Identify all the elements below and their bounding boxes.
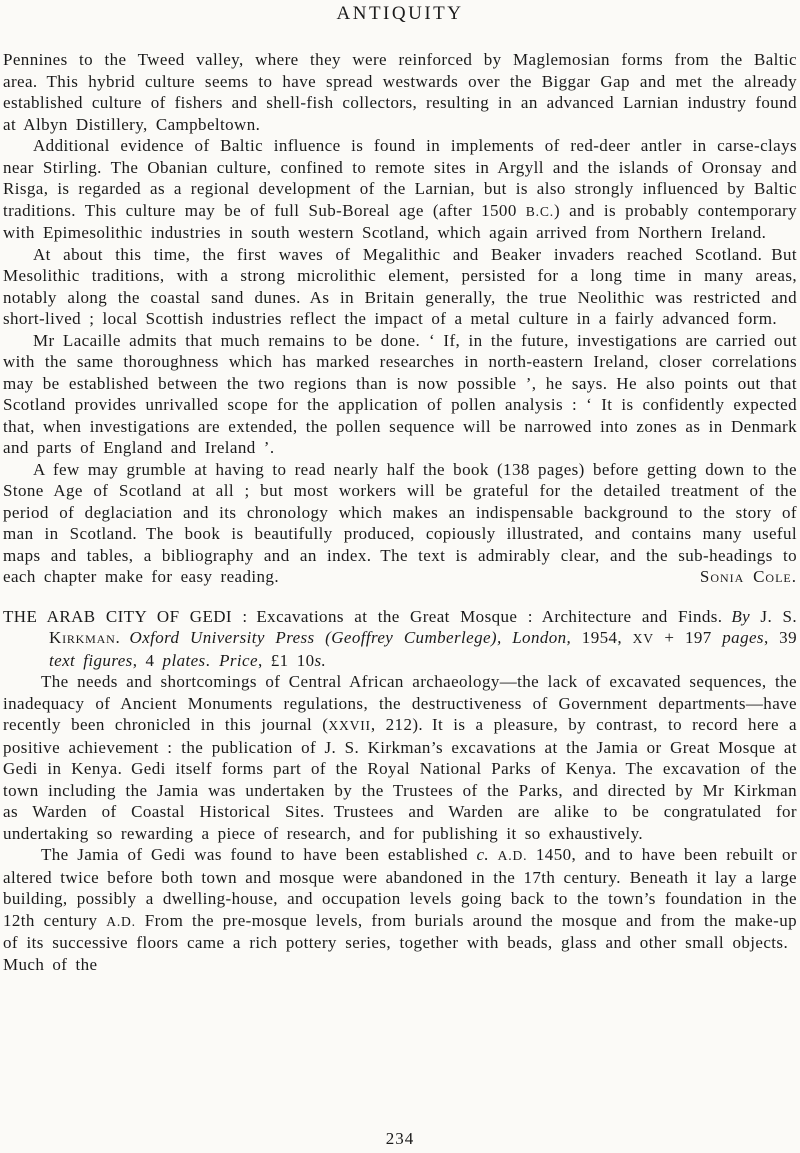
text-run: XXVII <box>328 718 371 733</box>
paragraph-2 <box>3 135 797 244</box>
paragraph-5 <box>3 459 797 588</box>
text-run: text figures <box>49 650 133 670</box>
text-run: plates <box>162 650 206 670</box>
text-run: Oxford University Press (Geoffrey Cumberlege), London, <box>129 628 572 647</box>
paragraph-1 <box>3 671 797 844</box>
page-number: 234 <box>385 1129 415 1148</box>
text-run: 1450, and to have been rebuilt or altered twice before both town and mosque were abandoned in the 17th century. Beneath it lay a large building, possibly a dwelling-house, and occupation levels going back to the town’s foundation in the 12th century <box>3 845 797 930</box>
text-run: Mr Lacaille admits that much remains to be done. ‘ If, in the future, investigations are carried out with the same thoroughness which has marked researches in north-eastern Ireland, closer correlations may be established between the two regions than is now possible ’, he says. He also points out that Scotland provides unrivalled scope for the application of pollen analysis : ‘ It is confidently expected that, when investigations are extended, the pollen sequence will be narrowed into zones as in Denmark and parts of England and Ireland ’. <box>3 330 797 457</box>
text-run: , 212). It is a pleasure, by contrast, to record here a positive achievement : the publication of J. S. Kirkman’s excavations at the Jamia or Great Mosque at Gedi in Kenya. Gedi itself forms part of the Royal National Parks of Kenya. The excavation of the town including the Jamia was undertaken by the Trustees of the Parks, and directed by Mr Kirkman as Warden of Coastal Historical Sites. Trustees and Warden are alike to be congratulated for undertaking so rewarding a piece of research, and for publishing it so exhaustively. <box>3 715 797 843</box>
text-run: Kirkman. <box>49 628 121 647</box>
text-run: , £1 10 <box>257 650 315 670</box>
text-run: At about this time, the first waves of Megalithic and Beaker invaders reached Scotland. But Mesolithic traditions, with a strong microlithic element, persisted for a long time in many areas, notably along the coastal sand dunes. As in Britain generally, the true Neolithic was restricted and short-lived ; local Scottish industries reflect the impact of a metal culture in a fairly advanced form. <box>3 244 797 328</box>
text-run: B.C. <box>525 203 554 219</box>
text-run <box>489 845 498 864</box>
text-run: . <box>205 650 220 670</box>
paragraph-3 <box>3 244 797 330</box>
text-run: ) and is probably contemporary with Epimesolithic industries in south western Scotland, which again arrived from Northern Ireland. <box>3 200 797 242</box>
page-content <box>3 49 797 975</box>
text-run: 1954, <box>571 628 633 647</box>
text-run: c. <box>476 845 490 864</box>
text-run: The needs and shortcomings of Central African archaeology—the lack of excavated sequences, the inadequacy of Ancient Monuments regulations, the destructiveness of Government departments—have recently been chronicled in this journal ( <box>3 672 797 734</box>
text-run: A few may grumble at having to read nearly half the book (138 pages) before getting down to the Stone Age of Scotland at all ; but most workers will be grateful for the detailed treatment of the period of deglaciation and its chronology which makes an indispensable background to the story of man in Scotland. The book is beautifully produced, copiously illustrated, and contains many useful maps and tables, a bibliography and an index. The text is admirably clear, and the sub-headings to each chapter make for easy reading. <box>3 459 797 586</box>
book-reference-heading <box>3 606 797 672</box>
text-run: By <box>731 606 751 626</box>
review-gedi <box>3 606 797 976</box>
text-run: + 197 <box>653 628 723 647</box>
paragraph-1 <box>3 49 797 135</box>
text-run: Pennines to the Tweed valley, where they were reinforced by Maglemosian forms from the Baltic area. This hybrid culture seems to have spread westwards over the Biggar Gap and met the already established culture of fishers and shell-fish collectors, resulting in an advanced Larnian industry found at Albyn Distillery, Campbeltown. <box>3 50 797 134</box>
text-run: Price <box>219 650 258 670</box>
text-run: Additional evidence of Baltic influence is found in implements of red-deer antler in carse-clays near Stirling. The Obanian culture, confined to remote sites in Argyll and the islands of Oronsay and Risga, is regarded as a regional development of the Larnian, but is also strongly influenced by Baltic traditions. This culture may be of full Sub-Boreal age (after 1500 <box>3 136 797 220</box>
reviewer-signature: Sonia Cole. <box>699 567 797 586</box>
text-run: J. S. <box>750 606 797 626</box>
text-run: From the pre-mosque levels, from burials around the mosque and from the make-up of its successive floors came a rich pottery series, together with beads, glass and other small objects. Much of the <box>3 910 797 974</box>
text-run: A.D. <box>497 848 528 863</box>
text-run: A.D. <box>106 913 136 929</box>
text-run: pages <box>722 628 764 647</box>
text-run: , 39 <box>763 628 797 647</box>
review-lacaille-continuation <box>3 49 797 588</box>
text-run <box>121 628 130 647</box>
text-run: s. <box>314 650 327 670</box>
running-head: ANTIQUITY <box>336 3 464 24</box>
text-run: , 4 <box>132 650 163 670</box>
paragraph-2 <box>3 844 797 975</box>
text-run: The Jamia of Gedi was found to have been established <box>41 845 477 864</box>
text-run: THE ARAB CITY OF GEDI : Excavations at the Great Mosque : Architecture and Finds. <box>3 606 732 626</box>
paragraph-4 <box>3 330 797 459</box>
text-run: XV <box>632 631 654 646</box>
